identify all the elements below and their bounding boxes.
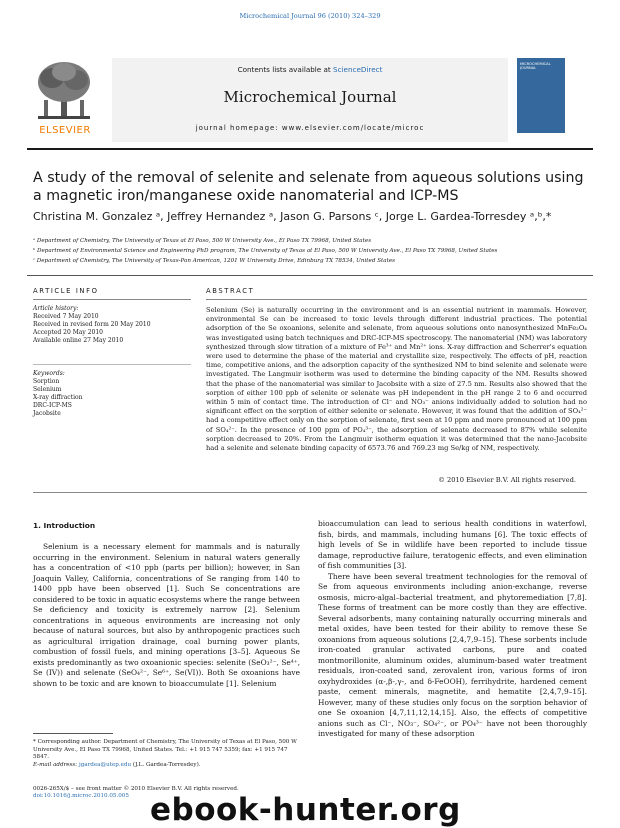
sciencedirect-link[interactable]: ScienceDirect <box>333 65 383 74</box>
keyword: DRC-ICP-MS <box>33 402 72 409</box>
history-received: Received 7 May 2010 <box>33 313 99 320</box>
right-column <box>318 519 587 740</box>
keywords-label: Keywords: <box>33 370 65 377</box>
title-divider <box>27 275 593 276</box>
watermark-text: ebook-hunter.org <box>150 792 461 828</box>
homepage-link[interactable]: www.elsevier.com/locate/microc <box>281 124 425 132</box>
copyright-notice: © 2010 Elsevier B.V. All rights reserved. <box>438 476 576 484</box>
footnote-text: * Corresponding author. Department of Chemistry, The University of Texas at El Paso, 500 W University Ave., El Paso TX 79968, United States. Tel.: +1 915 747 5359; fax: +1 915 747 5847. <box>33 739 297 760</box>
affiliation-b: ᵇ Department of Environmental Science and Engineering PhD program, The University of Texas at El Paso, 500 W University Ave., El Paso TX 79968, United States <box>33 248 498 254</box>
journal-title: Microchemical Journal <box>223 88 397 106</box>
email-label: E-mail address: <box>33 761 79 768</box>
author-list: Christina M. Gonzalez ᵃ, Jeffrey Hernandez ᵃ, Jason G. Parsons ᶜ, Jorge L. Gardea-Torresdey ᵃ,ᵇ,* <box>33 210 552 223</box>
journal-citation[interactable]: Microchemical Journal 96 (2010) 324–329 <box>239 12 381 20</box>
footnote-rule <box>33 733 113 734</box>
keyword: Jacobsite <box>33 410 61 417</box>
abstract-rule <box>206 299 587 300</box>
section-heading: 1. Introduction <box>33 521 96 530</box>
history-revised: Received in revised form 20 May 2010 <box>33 321 151 328</box>
abstract-text: Selenium (Se) is naturally occurring in the environment and is an essential nutrient in mammals. However, environmental Se can be increased to toxic levels through different industrial practices. The potential adsorption of the Se oxoanions, selenite and selenate, from aqueous solutions onto nanosynthesized MnFe₂O₄ was investigated using batch techniques and DRC-ICP-MS spectroscopy. The nanomaterial (NM) was laboratory synthesized through slow titration of a mixture of Fe³⁺ and Mn²⁺ ions. X-ray diffraction and Scherrer's equation were used to determine the phase of the material and crystallite size, respectively. The effects of pH, reaction time, competitive anions, and the adsorption capacity of the synthesized NM to bind selenite and selenate were investigated. The Langmuir isotherm was used to determine the binding capacity of the NM. Results showed that the phase of the nanomaterial was similar to Jacobsite with a size of 27.5 nm. Results also showed that the sorption of either 100 ppb of selenite or selenate was pH independent in the pH range 2 to 6 and occurred within 5 min of contact time. The introduction of Cl⁻ and NO₃⁻ anions individually added to solution had no significant effect on the sorption of either selenite or selenate. However, it was found that the addition of SO₄²⁻ had a competitive effect only on the sorption of selenate, first seen at 10 ppm and more pronounced at 100 ppm of SO₄²⁻. In the presence of 100 ppm of PO₄³⁻, the adsorption of selenate decreased to 87% while selenite sorption decreased to 20%. From the Langmuir isotherm equation it was determined that the nano-Jacobsite had a selenite and selenate binding capacity of 6573.76 and 769.23 mg Se/kg of NM, respectively. <box>206 306 587 453</box>
affiliation-a: ᵃ Department of Chemistry, The University of Texas at El Paso, 500 W University Ave., El Paso TX 79968, United States <box>33 238 372 244</box>
corresponding-author-footnote <box>33 739 300 769</box>
contents-line <box>112 65 508 74</box>
affiliation-c: ᶜ Department of Chemistry, The University of Texas-Pan American, 1201 W University Drive, Edinburg TX 78534, United States <box>33 258 396 264</box>
article-info-heading: ARTICLE INFO <box>33 287 99 295</box>
doi-link[interactable]: doi:10.1016/j.microc.2010.05.005 <box>33 793 129 800</box>
email-suffix: (J.L. Gardea-Torresdey). <box>131 761 201 768</box>
elsevier-wordmark: ELSEVIER <box>39 125 91 136</box>
intro-paragraph-2: There have been several treatment technologies for the removal of Se from aqueous environments including anion-exchange, reverse osmosis, micro-algal–bacterial treatment, and phytoremediation [7,8]. These forms of treatment can be more costly than they are effective. Several adsorbents, many containing naturally occurring minerals and metal oxides, have been tested for their ability to remove these Se oxoanions from aqueous solutions [2,4,7,9–15]. These sorbents include iron-coated granular activated carbons, pure and coated montmorillonite, aluminum oxides, aluminum-based water treatment residuals, iron-coated sand, zerovalent iron, various forms of iron oxyhydroxides (α-,β-,γ-, and δ-FeOOH), ferrihydrite, hardened cement paste, cement minerals, magnetite, and hematite [2,4,7,9–15]. However, many of these studies only focus on the sorption behavior of one Se oxoanion [4,7,11,12,14,15]. Also, the effects of competitive anions such as Cl⁻, NO₃⁻, SO₄²⁻, or PO₄³⁻ have not been thoroughly investigated for many of these adsorption <box>318 571 587 738</box>
keyword: Sorption <box>33 378 60 385</box>
homepage-prefix: journal homepage: <box>195 124 282 132</box>
header-divider <box>27 148 593 150</box>
left-column <box>33 542 300 689</box>
history-online: Available online 27 May 2010 <box>33 337 124 344</box>
history-accepted: Accepted 20 May 2010 <box>33 329 103 336</box>
intro-paragraph-1: Selenium is a necessary element for mammals and is naturally occurring in the environment. Selenium in natural waters generally has a concentration of <10 ppb (parts per billion); however, in San Joaquin Valley, California, concentrations of Se ranging from 140 to 1400 ppb have been observed [1]. Such Se concentrations are considered to be toxic in aquatic ecosystems where the range between Se deficiency and toxicity is extremely narrow [2]. Selenium concentrations in aqueous environments are increasing not only because of natural sources, but also by anthropogenic practices such as agricultural irrigation drainage, coal burning power plants, combustion of fossil fuels, and mining operations [3–5]. Aqueous Se exists predominantly as two oxoanionic species: selenite (SeO₃²⁻, Se⁴⁺, Se (IV)) and selenate (SeO₄²⁻, Se⁶⁺, Se(VI)). Both Se oxoanions have shown to be toxic and are known to bioaccumulate [1]. Selenium <box>33 542 300 688</box>
history-label: Article history: <box>33 305 79 312</box>
issn-line: 0026-265X/$ – see front matter © 2010 Elsevier B.V. All rights reserved. <box>33 786 239 792</box>
abstract-bottom-rule <box>33 492 587 493</box>
keyword: X-ray diffraction <box>33 394 83 401</box>
contents-prefix: Contents lists available at <box>237 65 334 74</box>
article-title: A study of the removal of selenite and selenate from aqueous solutions using a magnetic iron/manganese oxide nanomaterial and ICP-MS <box>33 170 584 204</box>
keyword: Selenium <box>33 386 62 393</box>
cover-title: MICROCHEMICAL JOURNAL <box>520 62 551 71</box>
abstract-heading: ABSTRACT <box>206 287 255 295</box>
email-link[interactable]: jgardea@utep.edu <box>78 761 132 768</box>
article-info-rule <box>33 299 191 300</box>
article-info-subrule <box>33 364 191 365</box>
intro-paragraph-continued: bioaccumulation can lead to serious health conditions in waterfowl, fish, birds, and mammals, including humans [6]. The toxic effects of high levels of Se in wildlife have been reported to include tissue damage, reproductive failure, teratogenic effects, and even elimination of fish communities [3]. <box>318 519 587 570</box>
journal-homepage <box>112 124 508 132</box>
